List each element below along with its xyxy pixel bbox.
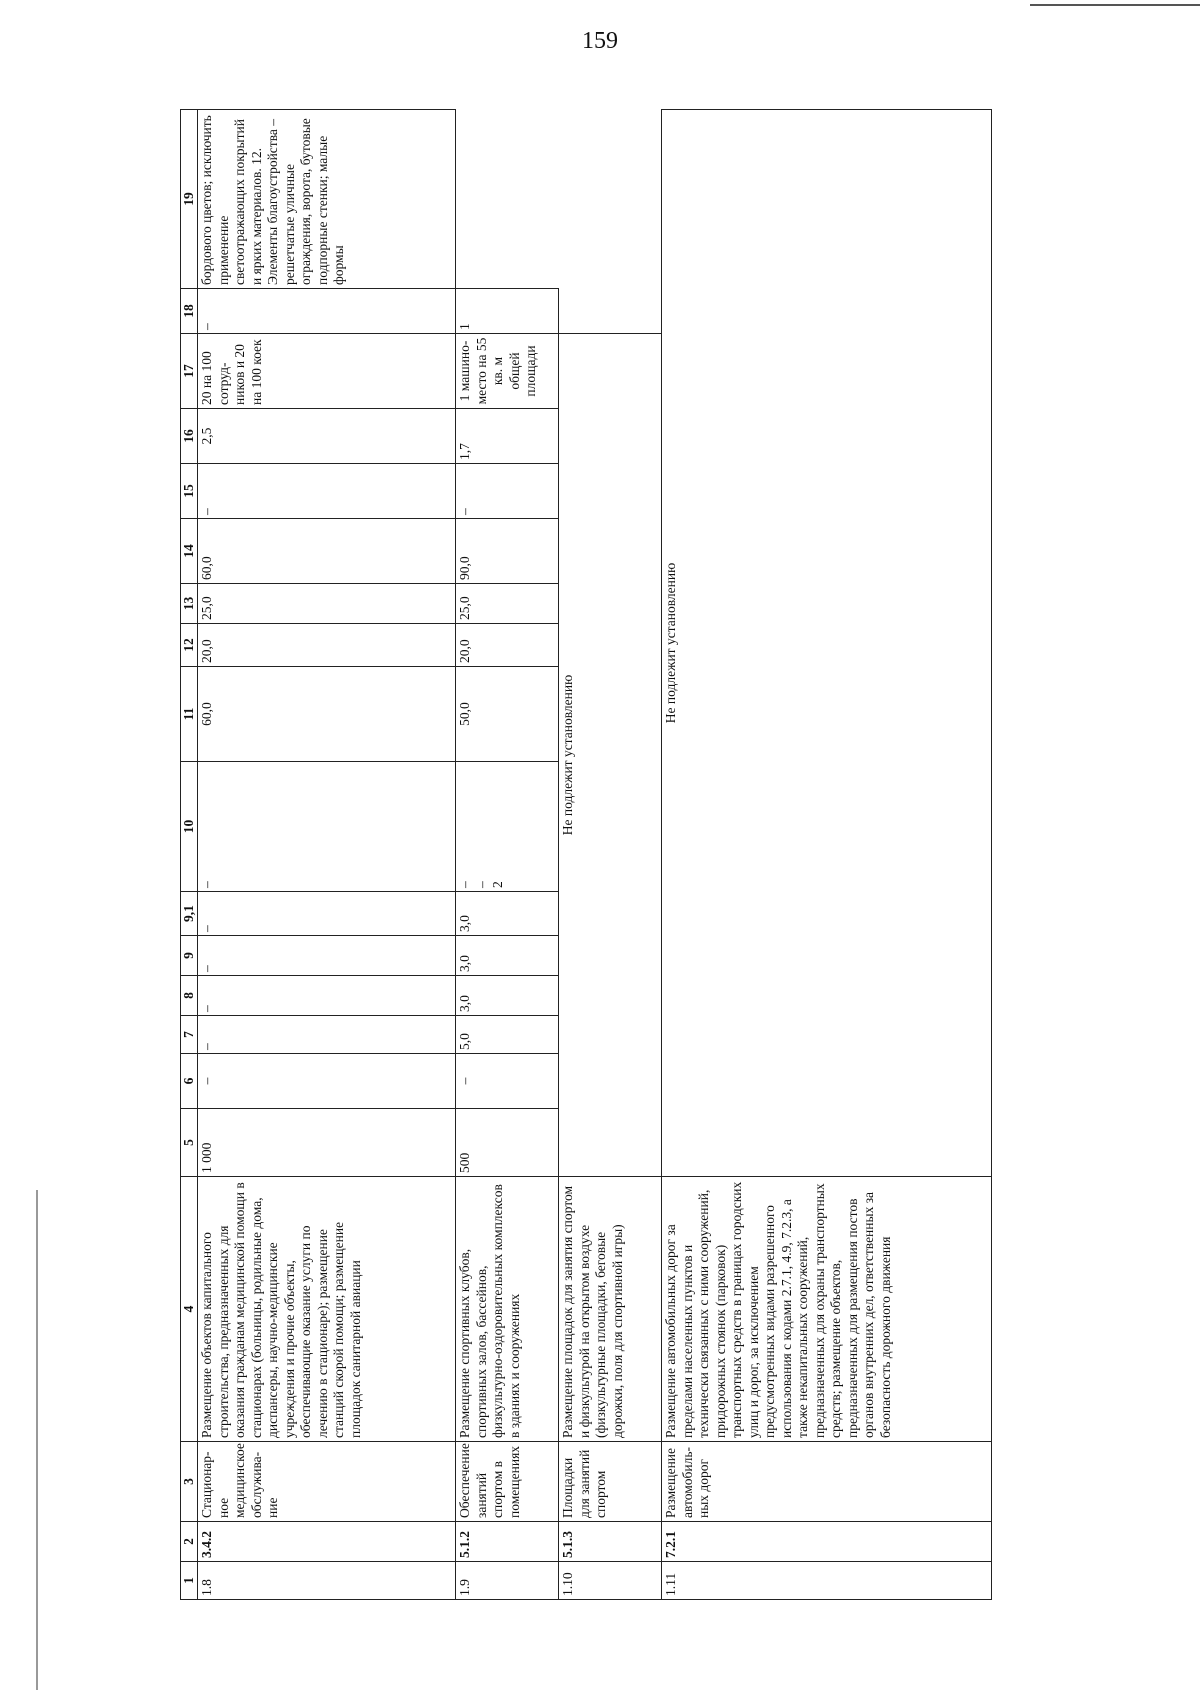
table-row xyxy=(662,110,992,1600)
cell-col14: 90,0 xyxy=(456,519,559,584)
header-cell: 18 xyxy=(181,289,198,334)
cell-col11: 60,0 xyxy=(198,667,456,762)
header-cell: 10 xyxy=(181,762,198,892)
use-name: Обеспечение занятий спортом в помещениях xyxy=(456,1442,559,1522)
cell-col17: 1 машино-место на 55 кв. м общей площади xyxy=(456,334,559,409)
header-cell: 4 xyxy=(181,1177,198,1442)
cell-col7: 5,0 xyxy=(456,1016,559,1054)
row-number: 1.10 xyxy=(559,1562,662,1600)
not-applicable-note: Не подлежит установлению xyxy=(559,334,662,1177)
use-name: Площадки для занятий спортом xyxy=(559,1442,662,1522)
table-row xyxy=(198,110,456,1600)
cell-col8: 3,0 xyxy=(456,976,559,1016)
zoning-table xyxy=(180,109,992,1600)
cell-col10: – – 2 xyxy=(456,762,559,892)
not-applicable-note: Не подлежит установлению xyxy=(662,110,992,1177)
cell-col15: – xyxy=(456,464,559,519)
use-name: Стационар-ное медицинское обслужива-ние xyxy=(198,1442,456,1522)
header-cell: 17 xyxy=(181,334,198,409)
cell-col8: – xyxy=(198,976,456,1016)
use-code: 3.4.2 xyxy=(198,1522,456,1562)
cell-col9: 3,0 xyxy=(456,936,559,976)
use-description: Размещение площадок для занятия спортом и физкультурой на открытом воздухе (физкультурные площадки, беговые дорожки, поля для спортивной игры) xyxy=(559,1177,662,1442)
cell-col14: 60,0 xyxy=(198,519,456,584)
cell-col5: 1 000 xyxy=(198,1109,456,1177)
page-number: 159 xyxy=(582,28,618,54)
header-cell: 15 xyxy=(181,464,198,519)
use-code: 5.1.3 xyxy=(559,1522,662,1562)
table-row xyxy=(456,110,559,1600)
cell-col6: – xyxy=(198,1054,456,1109)
header-cell: 8 xyxy=(181,976,198,1016)
header-cell: 2 xyxy=(181,1522,198,1562)
header-cell: 11 xyxy=(181,667,198,762)
header-cell: 9 xyxy=(181,936,198,976)
cell-col9: – xyxy=(198,936,456,976)
rotated-table-container xyxy=(180,110,1100,1600)
cell-col12: 20,0 xyxy=(456,624,559,667)
cell-col11: 50,0 xyxy=(456,667,559,762)
use-name: Размещение автомобиль-ных дорог xyxy=(662,1442,992,1522)
cell-col10: – xyxy=(198,762,456,892)
header-cell: 13 xyxy=(181,584,198,624)
row-number: 1.8 xyxy=(198,1562,456,1600)
row-number: 1.11 xyxy=(662,1562,992,1600)
header-cell: 1 xyxy=(181,1562,198,1600)
row-number: 1.9 xyxy=(456,1562,559,1600)
cell-col7: – xyxy=(198,1016,456,1054)
cell-col12: 20,0 xyxy=(198,624,456,667)
use-code: 7.2.1 xyxy=(662,1522,992,1562)
use-description: Размещение автомобильных дорог за пределами населенных пунктов и технически связанных с ними сооружений, придорожных стоянок (парковок) транспортных средств в границах городских улиц и дорог, за исключением предусмотренных видами разрешенного использования с кодами 2.7.1, 4.9, 7.2.3, а также некапитальных сооружений, предназначенных для охраны транспортных средств; размещение объектов, предназначенных для размещения постов органов внутренних дел, ответственных за безопасность дорожного движения xyxy=(662,1177,992,1442)
cell-col5: 500 xyxy=(456,1109,559,1177)
header-cell: 14 xyxy=(181,519,198,584)
cell-col19: бордового цветов; исключить применение светоотражающих покрытий и ярких материалов. 12. Элементы благоустройства – решетчатые уличные ограждения, ворота, бутовые подпорные стенки; малые формы xyxy=(198,110,456,289)
header-cell: 12 xyxy=(181,624,198,667)
cell-col16: 2,5 xyxy=(198,409,456,464)
cell-col18: – xyxy=(198,289,456,334)
header-cell: 7 xyxy=(181,1016,198,1054)
header-cell: 6 xyxy=(181,1054,198,1109)
empty-cell xyxy=(559,110,662,334)
cell-col15: – xyxy=(198,464,456,519)
top-rule xyxy=(1030,4,1200,6)
use-code: 5.1.2 xyxy=(456,1522,559,1562)
cell-col6: – xyxy=(456,1054,559,1109)
cell-col17: 20 на 100 сотруд-ников и 20 на 100 коек xyxy=(198,334,456,409)
use-description: Размещение спортивных клубов, спортивных залов, бассейнов, физкультурно-оздоровительных комплексов в зданиях и сооружениях xyxy=(456,1177,559,1442)
cell-col16: 1,7 xyxy=(456,409,559,464)
header-cell: 5 xyxy=(181,1109,198,1177)
header-cell: 9,1 xyxy=(181,892,198,936)
header-cell: 3 xyxy=(181,1442,198,1522)
header-cell: 16 xyxy=(181,409,198,464)
cell-col9-1: – xyxy=(198,892,456,936)
table-row xyxy=(559,110,662,1600)
cell-col19 xyxy=(456,110,559,289)
cell-col18: 1 xyxy=(456,289,559,334)
cell-col9-1: 3,0 xyxy=(456,892,559,936)
left-scan-edge xyxy=(36,1190,38,1690)
header-row xyxy=(181,110,198,1600)
cell-col13: 25,0 xyxy=(456,584,559,624)
use-description: Размещение объектов капитального строительства, предназначенных для оказания гражданам медицинской помощи в стационарах (больницы, родильные дома, диспансеры, научно-медицинские учреждения и прочие объекты, обеспечивающие оказание услуги по лечению в стационаре); размещение станций скорой помощи; размещение площадок санитарной авиации xyxy=(198,1177,456,1442)
header-cell: 19 xyxy=(181,110,198,289)
cell-col13: 25,0 xyxy=(198,584,456,624)
